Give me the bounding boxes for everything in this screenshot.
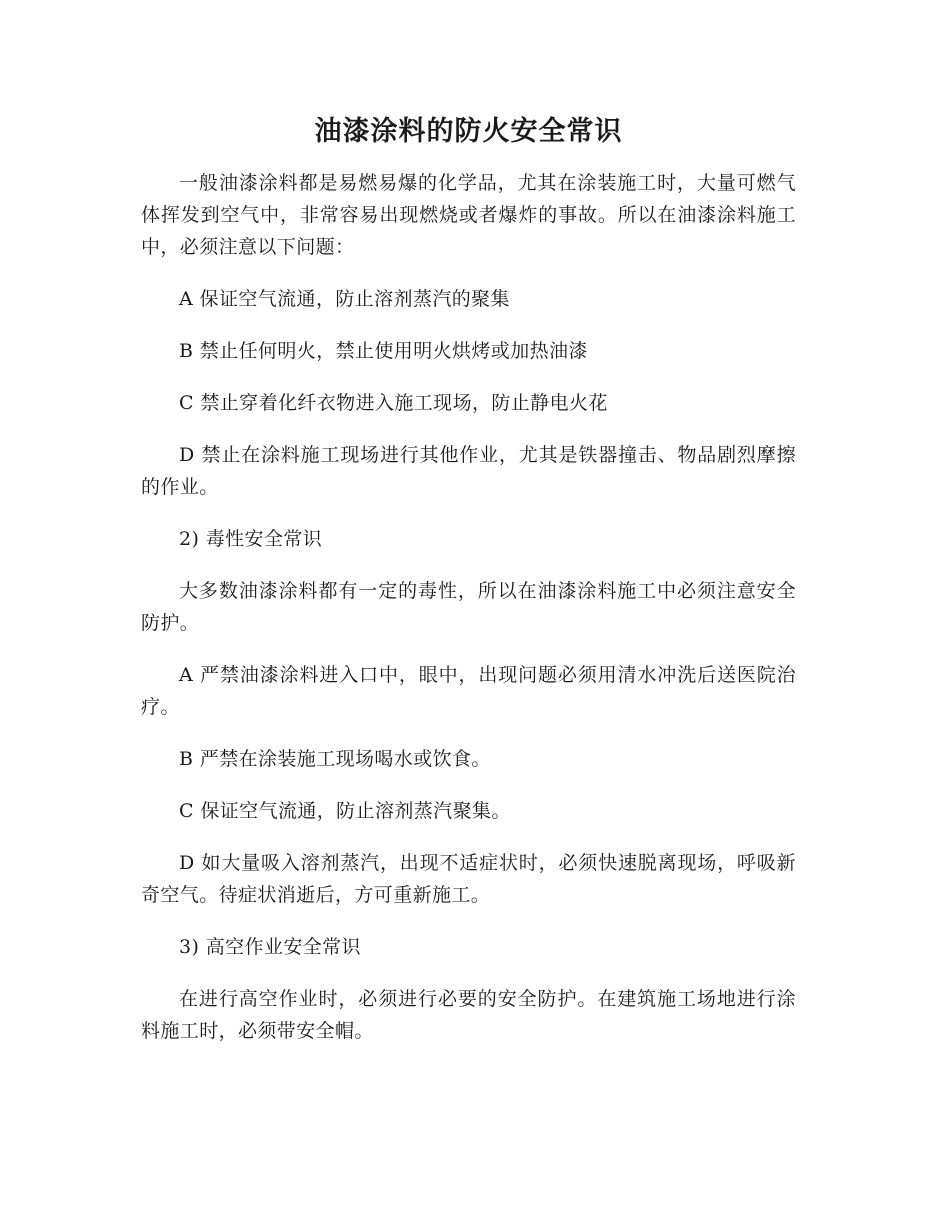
paragraph-toxicity-intro: 大多数油漆涂料都有一定的毒性，所以在油漆涂料施工中必须注意安全防护。: [141, 580, 796, 634]
document-title: 油漆涂料的防火安全常识: [314, 116, 623, 147]
paragraph-fire-d: D 禁止在涂料施工现场进行其他作业，尤其是铁器撞击、物品剧烈摩擦的作业。: [141, 444, 796, 498]
paragraph-intro: 一般油漆涂料都是易燃易爆的化学品，尤其在涂装施工时，大量可燃气体挥发到空气中，非常容易出现燃烧或者爆炸的事故。所以在油漆涂料施工中，必须注意以下问题：: [141, 172, 796, 258]
paragraph-fire-c: C 禁止穿着化纤衣物进入施工现场，防止静电火花: [179, 392, 608, 414]
paragraph-height-work: 在进行高空作业时，必须进行必要的安全防护。在建筑施工场地进行涂料施工时，必须带安全帽。: [141, 988, 796, 1042]
document-page: [141, 112, 796, 1047]
document-body: [141, 167, 796, 1047]
paragraph-toxicity-a: A 严禁油漆涂料进入口中，眼中，出现问题必须用清水冲洗后送医院治疗。: [141, 664, 796, 718]
section-heading-height-work: 3) 高空作业安全常识: [179, 936, 361, 958]
section-heading-toxicity: 2) 毒性安全常识: [179, 528, 323, 550]
paragraph-fire-b: B 禁止任何明火，禁止使用明火烘烤或加热油漆: [179, 340, 588, 362]
paragraph-toxicity-d: D 如大量吸入溶剂蒸汽，出现不适症状时，必须快速脱离现场，呼吸新奇空气。待症状消逝后，方可重新施工。: [141, 852, 796, 906]
paragraph-fire-a: A 保证空气流通，防止溶剂蒸汽的聚集: [179, 288, 510, 310]
paragraph-toxicity-c: C 保证空气流通，防止溶剂蒸汽聚集。: [179, 800, 511, 822]
paragraph-toxicity-b: B 严禁在涂装施工现场喝水或饮食。: [179, 748, 491, 770]
